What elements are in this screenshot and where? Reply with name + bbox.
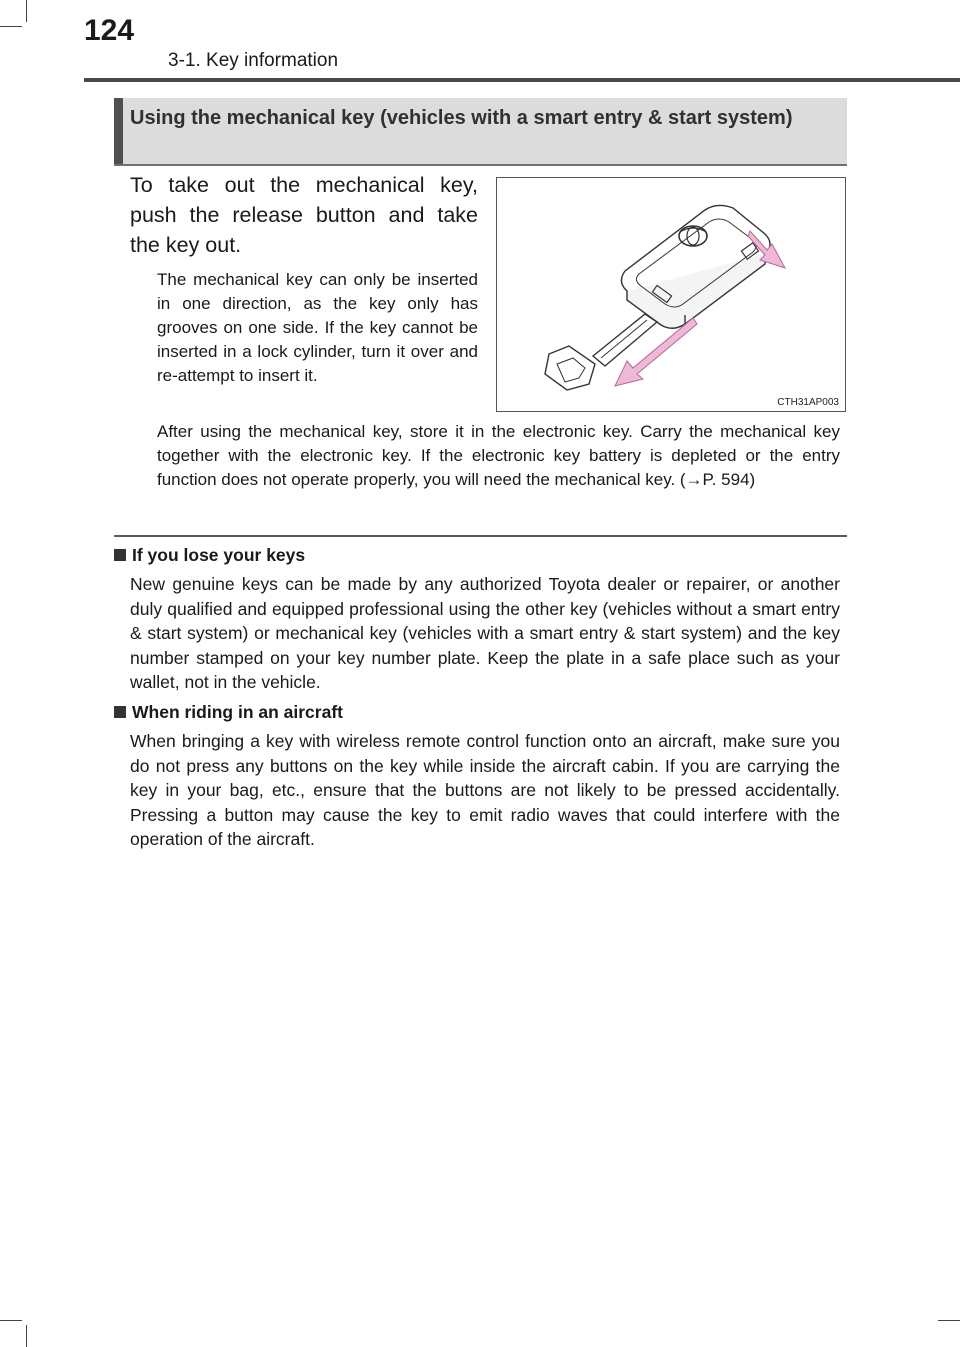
lead-instruction: To take out the mechanical key, push the release button and take the key out. [130,173,478,257]
key-illustration-svg [497,178,847,413]
crop-mark [0,26,22,27]
crop-mark [26,0,27,22]
crop-mark [0,1320,22,1321]
figure-code: CTH31AP003 [777,397,839,408]
section-title-bar [114,98,123,164]
crop-mark [938,1320,960,1321]
note-store-key: After using the mechanical key, store it in the electronic key. Carry the mechanical key together with the electronic key. If the electronic key battery is depleted or the entry function does not operate properly, you will need the mechanical key. (→P. 594) [157,422,840,489]
aircraft-text: When bringing a key with wireless remote control function onto an aircraft, make sure you do not press any buttons on the key while inside the aircraft cabin. If you are carrying the key in your bag, etc., ensure that the buttons are not likely to be pressed accidentally. Pressing a button may cause the key to emit radio waves that could interfere with the operation of the aircraft. [130,731,840,849]
subheading-aircraft: When riding in an aircraft [114,702,343,723]
section-label: 3-1. Key information [168,50,339,71]
header-rule [84,78,960,82]
key-illustration [496,177,846,412]
lose-keys-text: New genuine keys can be made by any authorized Toyota dealer or repairer, or another duly qualified and equipped professional using the other key (vehicles without a smart entry & start system) or mechanical key (vehicles with a smart entry & start system) and the key number stamped on your key number plate. Keep the plate in a safe place such as your wallet, not in the vehicle. [130,574,840,692]
square-bullet-icon [114,706,126,718]
square-bullet-icon [114,549,126,561]
crop-mark [26,1325,27,1347]
note-insert-direction: The mechanical key can only be inserted in one direction, as the key only has grooves on one side. If the key cannot be inserted in a lock cylinder, turn it over and re-attempt to insert it. [157,270,478,385]
subheading-lose-keys: If you lose your keys [114,545,305,566]
page-number: 124 [84,14,135,47]
section-divider [114,535,847,537]
section-title: Using the mechanical key (vehicles with a smart entry & start system) [130,107,793,129]
electronic-key-icon [621,205,770,328]
